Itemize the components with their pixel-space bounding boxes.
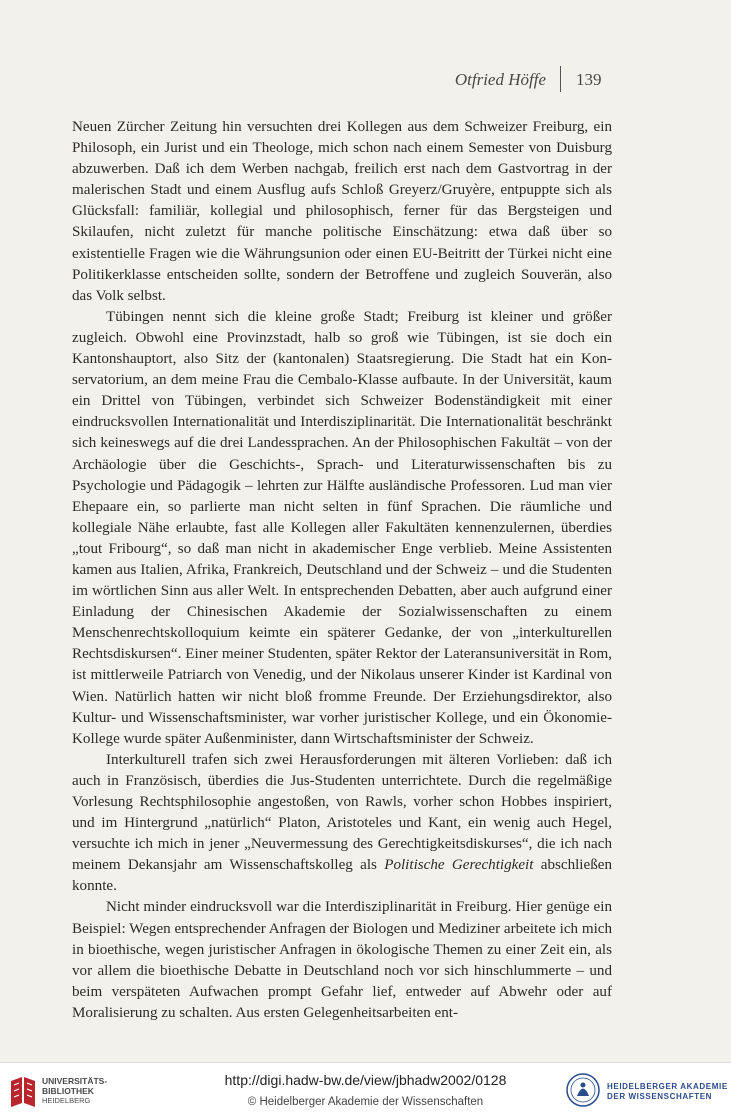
paragraph-4: Nicht minder eindrucksvoll war die Interdisziplinarität in Freiburg. Hier genüge ein Beispiel: Wegen entsprechender Anfragen der Biologen und Mediziner arbeitete ich mich in bioethische, wegen juristischer Anfragen in ökologische Themen zu einer Zeit ein, als vor allem die bioethische Debatte in Deutschland noch vor sich hinschlummerte – und beim verspäteten Aufwachen prompt Gefahr lief, entweder auf Abwehr oder auf Moralisierung zu schalten. Aus ersten Gelegenheitsarbeiten ent- [72,899,613,1021]
page-number: 139 [576,70,602,89]
footer-url-link[interactable]: http://digi.hadw-bw.de/view/jbhadw2002/0128 [224,1072,507,1088]
header-divider [560,66,561,92]
paragraph-3-end: abschließen konnte. [72,857,612,895]
library-name: UNIVERSITÄTS- BIBLIOTHEK HEIDELBERG [42,1076,108,1105]
paragraph-1: Neuen Zürcher Zeitung hin versuchten drei Kollegen aus dem Schweizer Freiburg, ein Philosoph, ein Jurist und ein Theologe, mich schon nach einem Semester von Duisburg abzuwerben. Daß ich dem Werben nachgab, freilich erst nach dem Gastvortrag in der malerischen Stadt und einem Ausflug aufs Schloß Greyerz/Gruyère, entpuppte sich als Glücksfall: familiär, kollegial und philosophisch, ferner für das Bergsteigen und Skilaufen, nicht zuletzt für manche politische Einschätzung: etwa daß über so existentielle Fragen wie die Währungsunion oder einen EU-Beitritt der Türkei nicht eine Politikerklasse entscheiden sollte, sondern der Betroffene und zugleich Souverän, also das Volk selbst. [72,119,612,304]
book-title-italic: Politische Gerechtigkeit [384,857,534,874]
page-header [0,66,731,96]
body-text [72,117,612,1024]
hadw-seal-icon [566,1073,600,1107]
paragraph-3 [72,750,612,898]
footer-copyright: © Heidelberger Akademie der Wissenschaften [247,1096,484,1108]
paragraph-3-text: Interkulturell trafen sich zwei Herausforderungen mit älteren Vorlieben: daß ich auch in Französisch, überdies die Jus-Studenten unterrichtete. Durch die regelmäßige Vorlesung Rechtsphilosophie angestoßen, von Rawls, vorher schon Hobbes inspiriert, und im Hintergrund „natürlich“ Platon, Aristoteles und Kant, ein wenig auch Hegel, versuchte ich mich in jener „Neuvermessung des Gerechtigkeitsdiskurses“, die ich nach meinem Dekansjahr am Wissenschaftskolleg als [72,751,612,874]
paragraph-2: Tübingen nennt sich die kleine große Stadt; Freiburg ist kleiner und größer zugleich. Obwohl eine Provinzstadt, halb so groß wie Tübingen, ist sie doch ein Kantonshauptort, also Sitz der (kantonalen) Staatsregierung. Die Stadt hat ein Konservatorium, an dem meine Frau die Cembalo-Klasse aufbaute. In der Universität, kaum ein Drittel von Tübingen, verbindet sich Schweizer Bodenständigkeit mit einer eindrucksvollen Internationalität und Interdisziplinarität. Die Internationalität beschränkt sich keineswegs auf die drei Landessprachen. An der Philosophischen Fakultät – von der Archäologie über die Geschichts-, Sprach- und Literaturwissenschaften bis zu Psychologie und Pädagogik – lehrten zur Hälfte ausländische Professoren. Lud man vier Ehepaare ein, so parlierte man nicht selten in fünf Sprachen. Die räumliche und kollegiale Nähe erlaubte, fast alle Kollegen aller Fakultäten kennenzulernen, überdies „tout Fribourg“, so daß man nicht in akademischer Enge verblieb. Meine Assistenten kamen aus Italien, Afrika, Frankreich, Deutschland und der Schweiz – und die Studenten im wörtlichen Sinn aus aller Welt. In entsprechenden Debatten, aber auch aufgrund einer Einladung der Chinesischen Akademie der Sozialwissenschaften zu einem Menschenrechtskolloquium keimte ein späterer Gedanke, der von „interkulturellen Rechtsdiskursen“. Einer meiner Studenten, später Rektor der Lateransuniversität in Rom, ist mittlerweile Patriarch von Venedig, und der Nikolaus unserer Kinder ist Kardinal von Wien. Natürlich hatten wir nicht bloß fromme Freunde. Der Erziehungsdirektor, also Kultur- und Wissenschaftsminister, war vorher juristischer Kollege, und ein Ökonomie-Kollege wurde später Außenminister, dann Wirtschaftsminister der Schweiz. [72,308,612,747]
running-head: Otfried Höffe [454,70,546,89]
academy-name: HEIDELBERGER AKADEMIE DER WISSENSCHAFTEN [607,1082,728,1101]
digital-library-footer [0,1062,731,1120]
